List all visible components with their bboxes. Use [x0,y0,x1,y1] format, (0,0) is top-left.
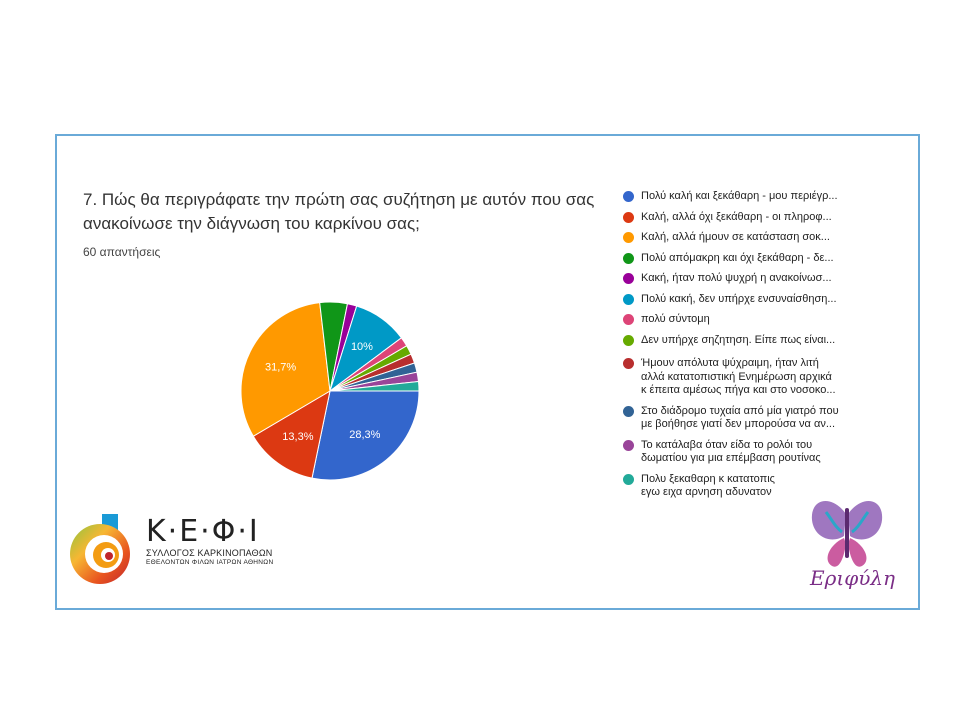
legend-swatch [623,474,634,485]
legend-item [623,211,888,225]
legend-swatch [623,358,634,369]
legend-item [623,313,888,327]
legend-label: Καλή, αλλά όχι ξεκάθαρη - οι πληροφ... [641,210,832,223]
kefi-subtitle: ΣΥΛΛΟΓΟΣ ΚΑΡΚΙΝΟΠΑΘΩΝ [146,548,273,558]
legend-swatch [623,314,634,325]
legend-item [623,405,888,432]
eriphyle-wordmark: Εριφύλη [810,566,896,590]
legend-swatch [623,294,634,305]
legend-item [623,357,888,398]
legend-item [623,190,888,204]
slice-label: 13,3% [282,430,314,443]
eriphyle-butterfly-icon [802,494,892,574]
legend-item [623,439,888,466]
slice-label: 28,3% [349,428,381,441]
legend-item [623,272,888,286]
kefi-title: Κ·Ε·Φ·Ι [146,514,260,549]
legend-swatch [623,232,634,243]
legend-swatch [623,335,634,346]
legend-swatch [623,440,634,451]
legend-label: Κακή, ήταν πολύ ψυχρή η ανακοίνωσ... [641,272,832,284]
legend-label: πολύ σύντομη [641,313,710,325]
legend-swatch [623,191,634,202]
kefi-logo-icon [66,512,136,587]
legend-label: Καλή, αλλά ήμουν σε κατάσταση σοκ... [641,231,830,243]
slice-label: 10% [350,341,373,354]
chart-legend [623,190,888,507]
legend-item [623,334,888,348]
kefi-subtitle-2: ΕΘΕΛΟΝΤΩΝ ΦΙΛΩΝ ΙΑΤΡΩΝ ΑΘΗΝΩΝ [146,559,274,566]
legend-swatch [623,273,634,284]
response-count: 60 απαντήσεις [83,245,161,259]
legend-label: Πολύ κακή, δεν υπήρχε ενσυναίσθηση... [641,292,837,305]
question-title: 7. Πώς θα περιγράφατε την πρώτη σας συζήτηση με αυτόν που σας ανακοίνωσε την διάγνωση του καρκίνου σας; [83,190,595,233]
slice-label: 31,7% [264,361,297,374]
legend-swatch [623,212,634,223]
legend-label: Πολύ καλή και ξεκάθαρη - μου περιέγρ... [641,190,838,202]
legend-label: Το κατάλαβα όταν είδα το ρολόι του δωματίου για μια επέμβαση ρουτίνας [641,438,821,464]
legend-label: Πολυ ξεκαθαρη κ κατατοπις εγω ειχα αρνηση αδυνατον [641,472,775,498]
legend-label: Πολύ απόμακρη και όχι ξεκάθαρη - δε... [641,251,834,264]
legend-label: Ήμουν απόλυτα ψύχραιμη, ήταν λιτή αλλά κατατοπιστική Ενημέρωση αρχικά κ έπειτα αμέσως πήγα και στο νοσοκο... [641,357,836,396]
legend-item [623,231,888,245]
legend-item [623,252,888,266]
legend-item [623,293,888,307]
legend-swatch [623,253,634,264]
legend-label: Δεν υπήρχε σηζητηση. Είπε πως είναι... [641,333,836,346]
legend-label: Στο διάδρομο τυχαία από μία γιατρό που με βοήθησε γιατί δεν μπορούσα να αν... [641,404,839,430]
legend-swatch [623,406,634,417]
